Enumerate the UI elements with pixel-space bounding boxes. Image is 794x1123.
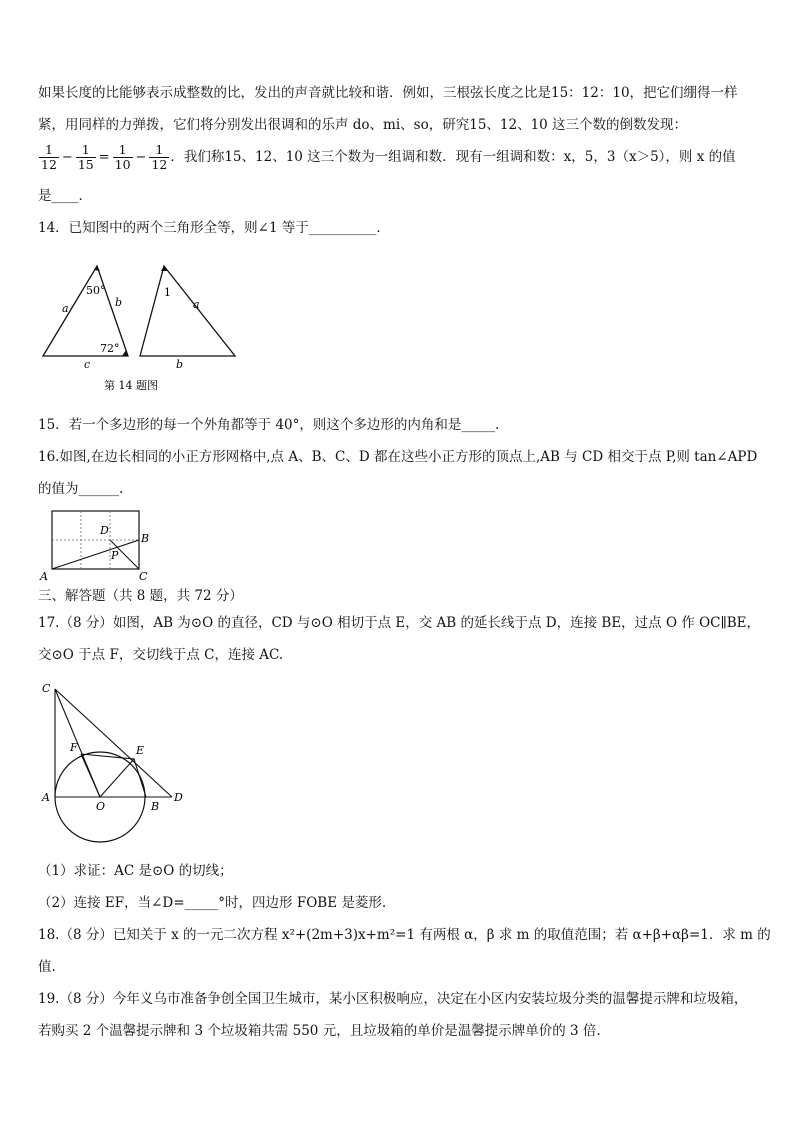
question-15: 15．若一个多边形的每一个外角都等于 40°，则这个多边形的内角和是_____.	[38, 417, 500, 433]
side-b2-label: b	[176, 358, 184, 371]
equals-operator: =	[98, 149, 110, 165]
intro-line-1: 如果长度的比能够表示成整数的比，发出的声音就比较和谐．例如，三根弦长度之比是15：12：10，把它们绷得一样	[38, 85, 738, 101]
intro-line-4: 是____．	[38, 188, 92, 204]
section-header: 三、解答题（共 8 题，共 72 分）	[38, 588, 243, 604]
intro-line-3-tail: ．我们称15、12、10 这三个数为一组调和数．现有一组调和数：x，5，3（x＞5），则 x 的值	[170, 149, 736, 165]
angle-1-label: 1	[164, 286, 171, 299]
question-16-line-1: 16.如图,在边长相同的小正方形网格中,点 A、B、C、D 都在这些小正方形的顶点上,AB 与 CD 相交于点 P,则 tan∠APD	[38, 449, 758, 465]
figure-q16-grid	[36, 504, 158, 584]
question-16-line-2: 的值为______.	[38, 481, 124, 497]
point-c-label: C	[42, 682, 51, 695]
question-18-line-2: 值.	[38, 959, 56, 975]
triangle-left	[43, 266, 128, 371]
point-d-label: D	[174, 791, 183, 804]
side-a2-label: a	[193, 298, 200, 311]
side-b-label: b	[115, 296, 123, 309]
question-19-line-1: 19.（8 分）今年义乌市准备争创全国卫生城市，某小区积极响应，决定在小区内安装垃圾分类的温馨提示牌和垃圾箱，	[38, 991, 748, 1007]
point-e-label: E	[136, 744, 145, 757]
point-b-label: B	[151, 800, 160, 813]
question-17-part-2: （2）连接 EF，当∠D=_____°时，四边形 FOBE 是菱形.	[38, 895, 387, 911]
question-18-line-1: 18.（8 分）已知关于 x 的一元二次方程 x²+(2m+3)x+m²=1 有两根 α，β 求 m 的取值范围；若 α+β+αβ=1．求 m 的	[38, 927, 771, 943]
point-b-label: B	[141, 532, 150, 545]
minus-operator: −	[61, 149, 73, 165]
point-a-label: A	[40, 570, 48, 583]
angle-72-label: 72°	[100, 342, 120, 355]
point-f-label: F	[70, 741, 78, 754]
point-d-label: D	[100, 524, 109, 537]
question-17-part-1: （1）求证：AC 是⊙O 的切线；	[38, 863, 233, 879]
side-c-label: c	[84, 358, 91, 371]
point-o-label: O	[96, 800, 106, 813]
question-19-line-2: 若购买 2 个温馨提示牌和 3 个垃圾箱共需 550 元，且垃圾箱的单价是温馨提示牌单价的 3 倍.	[38, 1023, 601, 1039]
fraction-1-12: $\frac{1}{12}$	[41, 142, 57, 172]
figure-caption: 第 14 题图	[104, 379, 158, 392]
side-a-label: a	[62, 302, 69, 315]
question-17-line-1: 17.（8 分）如图，AB 为⊙O 的直径，CD 与⊙O 相切于点 E，交 AB 的延长线于点 D，连接 BE，过点 O 作 OC∥BE，	[38, 615, 761, 631]
figure-q17-circle	[36, 676, 196, 846]
question-14: 14．已知图中的两个三角形全等，则∠1 等于__________．	[38, 220, 390, 236]
fraction-1-15: $\frac{1}{15}$	[77, 142, 94, 172]
angle-50-label: 50°	[86, 284, 106, 297]
point-a-label: A	[42, 791, 50, 804]
figure-q14	[36, 262, 246, 394]
question-17-line-2: 交⊙O 于点 F，交切线于点 C，连接 AC.	[38, 647, 284, 663]
intro-line-2: 紧，用同样的力弹拨，它们将分别发出很调和的乐声 do、mi、so，研究15、12、10 这三个数的倒数发现：	[38, 117, 688, 133]
intro-line-3	[38, 139, 736, 176]
point-c-label: C	[139, 570, 148, 583]
minus-operator-2: −	[135, 149, 147, 165]
fraction-1-12-b: $\frac{1}{12}$	[151, 142, 168, 172]
point-p-label: P	[111, 549, 119, 562]
fraction-1-10: $\frac{1}{10}$	[114, 142, 131, 172]
triangle-right	[140, 266, 235, 371]
